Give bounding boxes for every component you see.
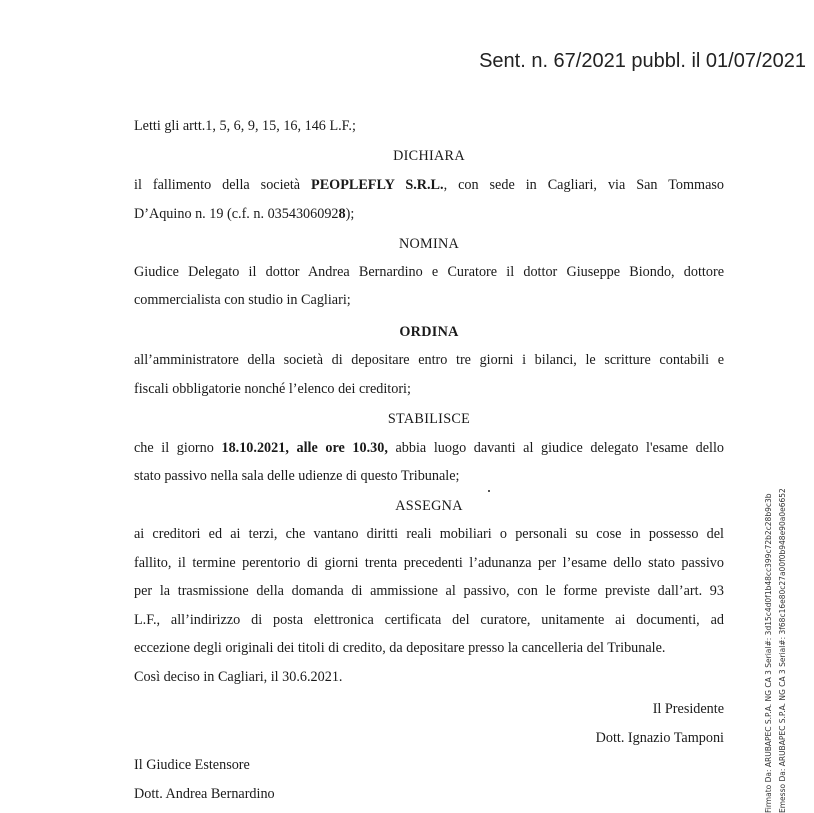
presidente-title: Il Presidente — [652, 701, 724, 717]
scan-speck — [488, 490, 490, 492]
assegna-heading: ASSEGNA — [395, 498, 463, 514]
dichiara-heading: DICHIARA — [393, 148, 465, 164]
company-name: PEOPLEFLY S.R.L. — [311, 177, 444, 193]
dichiara-text: D’Aquino n. 19 (c.f. n. 0354306092 — [134, 206, 339, 222]
letti-line: Letti gli artt.1, 5, 6, 9, 15, 16, 146 L.F.; — [134, 118, 356, 134]
assegna-line-3: per la trasmissione della domanda di ammissione al passivo, con le forme previste dall’art. 93 — [134, 583, 724, 599]
estensore-title: Il Giudice Estensore — [134, 757, 250, 773]
presidente-name: Dott. Ignazio Tamponi — [595, 730, 724, 746]
nomina-line-2: commercialista con studio in Cagliari; — [134, 292, 351, 308]
dichiara-text: , con sede in Cagliari, via San Tommaso — [443, 177, 724, 193]
assegna-line-5: eccezione degli originali dei titoli di credito, da depositare presso la cancelleria del Tribunale. — [134, 640, 666, 656]
estensore-name: Dott. Andrea Bernardino — [134, 786, 275, 802]
hearing-date: 18.10.2021, alle ore 10.30, — [221, 440, 388, 456]
assegna-line-2: fallito, il termine perentorio di giorni trenta precedenti l’adunanza per l’esame dello stato passivo — [134, 555, 724, 571]
stabilisce-line-2: stato passivo nella sala delle udienze di questo Tribunale; — [134, 468, 460, 484]
deciso-line: Così deciso in Cagliari, il 30.6.2021. — [134, 669, 343, 685]
ordina-heading: ORDINA — [399, 324, 459, 340]
stamp-line-2: Emesso Da: ARUBAPEC S.P.A. NG CA 3 Serial#: 3f68c16e80c27a00f0b948e90a0e6652 — [778, 488, 787, 813]
dichiara-line-2 — [134, 206, 354, 223]
tax-code-digit: 8 — [338, 206, 346, 222]
digital-signature-stamp — [762, 480, 802, 813]
stabilisce-text: abbia luogo davanti al giudice delegato l'esame dello — [387, 440, 724, 456]
ordina-line-2: fiscali obbligatorie nonché l’elenco dei creditori; — [134, 381, 411, 397]
dichiara-line-1 — [134, 177, 724, 194]
dichiara-text: il fallimento della società — [134, 177, 312, 193]
ordina-line-1: all’amministratore della società di depositare entro tre giorni i bilanci, le scritture contabili e — [134, 352, 724, 368]
stabilisce-heading: STABILISCE — [387, 411, 471, 427]
assegna-line-1: ai creditori ed ai terzi, che vantano diritti reali mobiliari o personali su cose in possesso del — [134, 526, 724, 542]
nomina-line-1: Giudice Delegato il dottor Andrea Bernardino e Curatore il dottor Giuseppe Biondo, dottore — [134, 264, 724, 280]
stamp-line-1: Firmato Da: ARUBAPEC S.P.A. NG CA 3 Serial#: 3d15c4d0f1b48cc399c72b2c28b9c3b — [764, 493, 773, 813]
sentence-number-header: Sent. n. 67/2021 pubbl. il 01/07/2021 — [479, 50, 806, 72]
stabilisce-line-1 — [134, 440, 724, 457]
stabilisce-text: che il giorno — [134, 440, 222, 456]
dichiara-text: ); — [345, 206, 355, 222]
assegna-line-4: L.F., all’indirizzo di posta elettronica certificata del curatore, unitamente ai documenti, ad — [134, 612, 724, 628]
nomina-heading: NOMINA — [398, 236, 460, 252]
